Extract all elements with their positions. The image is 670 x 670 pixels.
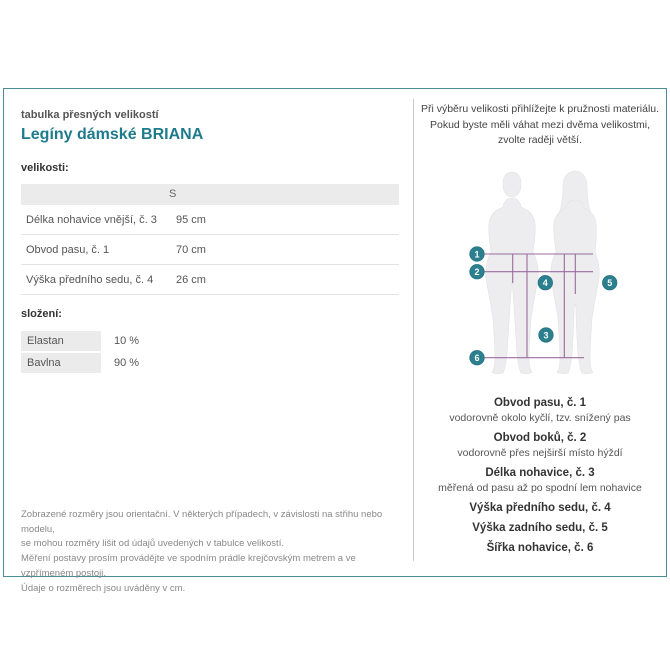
definition-block — [414, 541, 666, 556]
definition-block — [414, 521, 666, 536]
disclaimer-line: se mohou rozměry lišit od údajů uvedených v tabulce velikostí. — [21, 538, 284, 550]
material-value: 10 % — [114, 335, 140, 347]
measurement-definitions — [414, 392, 666, 561]
marker-5 — [602, 275, 617, 290]
disclaimer-line: Údaje o rozměrech jsou uváděny v cm. — [21, 582, 186, 594]
table-row — [21, 205, 399, 235]
size-advice-text — [414, 102, 666, 149]
front-figure-head — [503, 172, 521, 197]
marker-2 — [470, 264, 485, 279]
composition-section-label: složení: — [21, 308, 62, 320]
front-figure-body — [486, 198, 539, 374]
disclaimer-line: Měření postavy prosím provádějte ve spodním prádle krejčovským metrem a ve vzpřímeném postoji. — [21, 553, 356, 579]
disclaimer-line: Zobrazené rozměry jsou orientační. V některých případech, v závislosti na střihu nebo modelu, — [21, 509, 383, 535]
measurement-figure — [456, 166, 636, 386]
marker-3 — [539, 328, 554, 343]
definition-desc: vodorovně přes nejširší místo hýždí — [457, 447, 623, 459]
marker-6 — [470, 350, 485, 365]
marker-5-number: 5 — [607, 278, 613, 288]
marker-1 — [470, 247, 485, 262]
marker-4-number: 4 — [542, 278, 548, 288]
product-title: Legíny dámské BRIANA — [21, 126, 204, 143]
measurement-label: Výška předního sedu, č. 4 — [26, 273, 154, 286]
measurement-label: Obvod pasu, č. 1 — [26, 243, 110, 256]
composition-row — [21, 331, 399, 351]
material-value: 90 % — [114, 357, 140, 369]
marker-1-number: 1 — [474, 249, 480, 260]
definition-block — [414, 466, 666, 496]
measurement-value: 26 cm — [176, 273, 206, 286]
definition-title: Délka nohavice, č. 3 — [485, 467, 595, 479]
composition-row — [21, 353, 399, 373]
definition-title: Šířka nohavice, č. 6 — [486, 542, 594, 554]
definition-desc: vodorovně okolo kyčlí, tzv. snížený pas — [449, 412, 631, 424]
definition-title: Výška předního sedu, č. 4 — [469, 502, 611, 514]
disclaimer-text — [21, 508, 401, 596]
marker-3-number: 3 — [543, 330, 549, 341]
sizes-section-label: velikosti: — [21, 162, 69, 174]
size-column-header: S — [169, 188, 177, 200]
size-chart-panel — [3, 88, 667, 594]
right-column — [414, 89, 666, 576]
definition-title: Výška zadního sedu, č. 5 — [472, 522, 608, 534]
table-row — [21, 265, 399, 295]
marker-6-number: 6 — [474, 353, 480, 363]
composition-table — [21, 331, 399, 375]
measurement-label: Délka nohavice vnější, č. 3 — [26, 213, 157, 226]
marker-2-number: 2 — [474, 267, 480, 277]
size-table-header — [21, 184, 399, 205]
material-label: Elastan — [21, 331, 101, 351]
definition-title: Obvod boků, č. 2 — [493, 432, 587, 444]
material-label: Bavlna — [21, 353, 101, 373]
advice-line: Pokud byste měli váhat mezi dvěma velikostmi, — [429, 118, 650, 131]
definition-block — [414, 396, 666, 426]
size-table — [21, 184, 399, 295]
body-silhouettes-diagram — [456, 166, 636, 386]
definition-desc: měřená od pasu až po spodní lem nohavice — [438, 482, 642, 494]
definition-block — [414, 501, 666, 516]
table-eyebrow: tabulka přesných velikostí — [21, 109, 159, 121]
measurement-value: 70 cm — [176, 243, 206, 256]
table-row — [21, 235, 399, 265]
definition-block — [414, 431, 666, 461]
advice-line: zvolte raději větší. — [497, 134, 583, 146]
definition-title: Obvod pasu, č. 1 — [493, 397, 587, 409]
advice-line: Při výběru velikosti přihlížejte k pružnosti materiálu. — [420, 103, 660, 115]
measurement-value: 95 cm — [176, 213, 206, 226]
marker-4 — [538, 275, 553, 290]
